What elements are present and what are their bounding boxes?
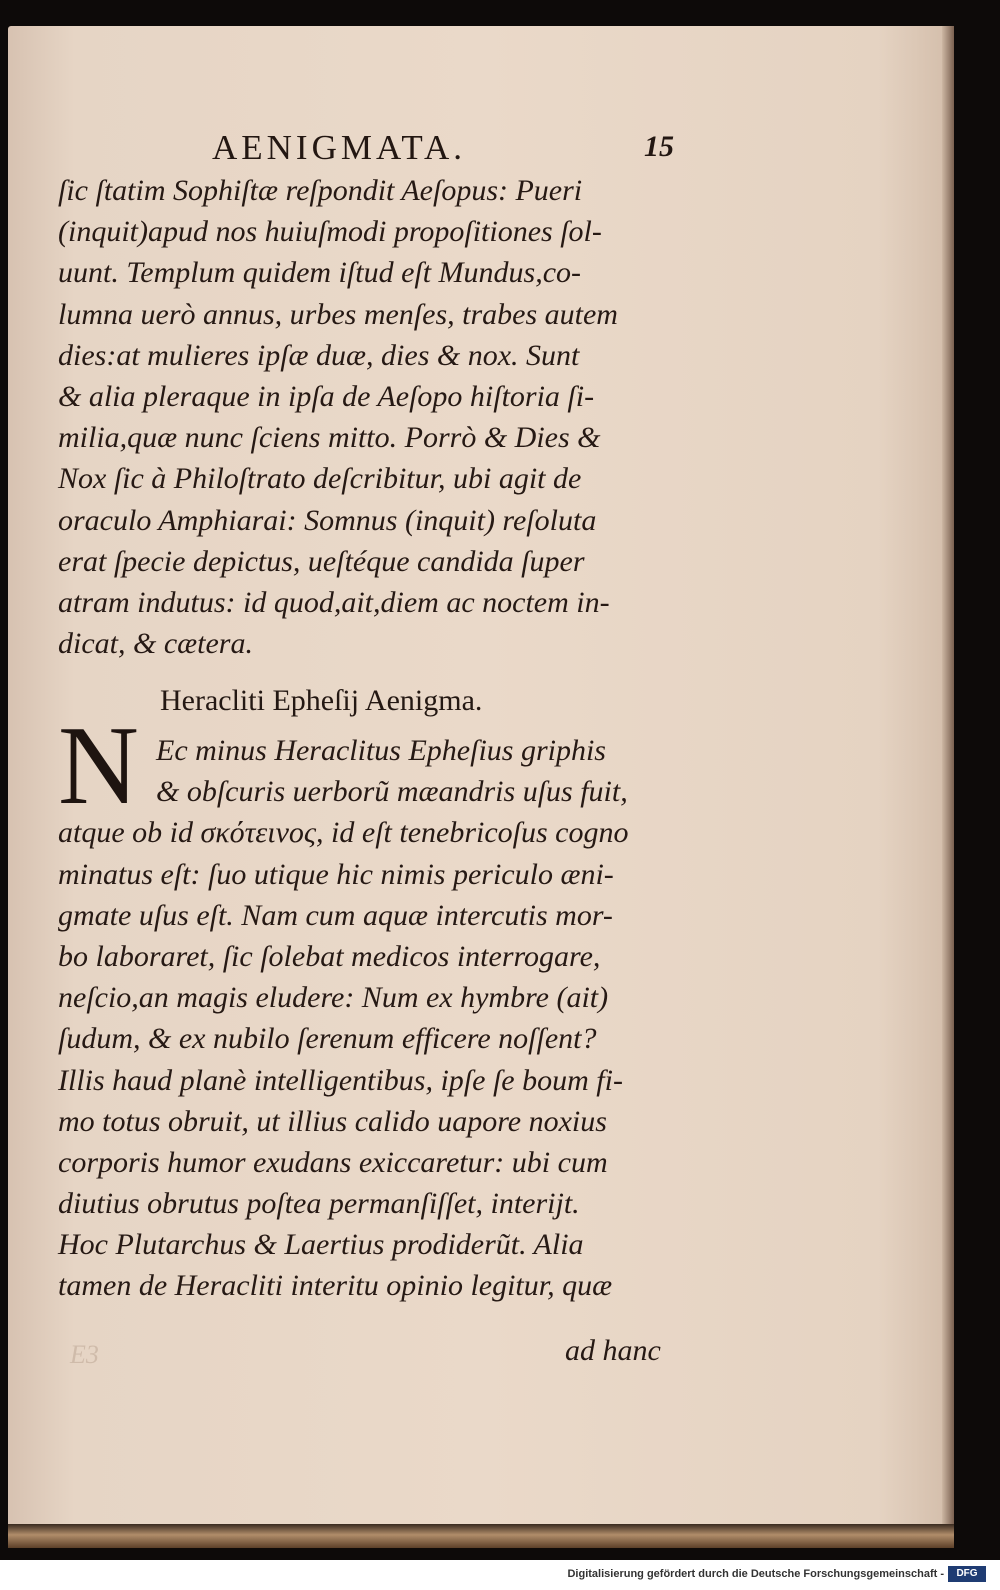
text-line: dies:at mulieres ipſæ duæ, dies & nox. Sunt [58, 338, 580, 372]
text-line: dicat, & cætera. [58, 627, 253, 661]
section-heading: Heracliti Epheſij Aenigma. [160, 684, 483, 717]
text-line: gmate uſus eſt. Nam cum aquæ intercutis mor- [58, 898, 613, 932]
body-text-top [58, 170, 678, 664]
catchword: ad hanc [565, 1334, 661, 1367]
drop-cap-initial: N [58, 704, 139, 828]
text-line: erat ſpecie depictus, ueſtéque candida ſuper [58, 544, 585, 578]
text-line: bo laboraret, ſic ſolebat medicos interrogare, [58, 939, 601, 973]
text-line: tamen de Heracliti interitu opinio legitur, quæ [58, 1269, 613, 1303]
text-line: minatus eſt: ſuo utique hic nimis periculo æni- [58, 857, 614, 891]
text-line: mo totus obruit, ut illius calido uapore noxius [58, 1104, 607, 1138]
text-line: oraculo Amphiarai: Somnus (inquit) reſoluta [58, 503, 597, 537]
text-line: uunt. Templum quidem iſtud eſt Mundus,co- [58, 256, 582, 290]
text-line: ſic ſtatim Sophiſtæ reſpondit Aeſopus: Pueri [58, 174, 583, 207]
text-line: Nox ſic à Philoſtrato deſcribitur, ubi agit de [58, 462, 582, 496]
text-line: & alia pleraque in ipſa de Aeſopo hiſtoria ſi- [58, 379, 595, 413]
page-number: 15 [644, 130, 674, 163]
text-line: corporis humor exudans exiccaretur: ubi cum [58, 1145, 608, 1179]
page-header [0, 128, 1000, 168]
text-line: Ec minus Heraclitus Epheſius griphis [156, 734, 606, 767]
text-line: & obſcuris uerborũ mæandris uſus fuit, [156, 775, 628, 809]
funding-credit: Digitalisierung gefördert durch die Deutsche Forschungsgemeinschaft - [567, 1568, 944, 1580]
text-line: atque ob id σκότεινος, id eſt tenebricoſus cogno [58, 816, 629, 850]
body-text-bottom [58, 730, 678, 1307]
dfg-logo: DFG [948, 1566, 986, 1582]
text-line: ſudum, & ex nubilo ſerenum efficere noſſent? [58, 1022, 597, 1056]
running-head: AENIGMATA. [212, 128, 466, 167]
page-edge-bottom [8, 1524, 954, 1548]
page-edge-right [942, 26, 954, 1548]
text-line: atram indutus: id quod,ait,diem ac noctem in- [58, 585, 610, 619]
text-line: Hoc Plutarchus & Laertius prodiderũt. Alia [58, 1228, 584, 1262]
text-line: milia,quæ nunc ſciens mitto. Porrò & Dies & [58, 421, 601, 455]
signature-mark: E3 [70, 1340, 99, 1369]
text-line: lumna uerò annus, urbes menſes, trabes autem [58, 297, 618, 331]
text-line: neſcio,an magis eludere: Num ex hymbre (ait) [58, 981, 609, 1015]
text-line: Illis haud planè intelligentibus, ipſe ſe boum fi- [58, 1063, 623, 1097]
text-line: (inquit)apud nos huiuſmodi propoſitiones ſol- [58, 215, 602, 249]
text-line: diutius obrutus poſtea permanſiſſet, interijt. [58, 1187, 580, 1221]
footer-bar [0, 1560, 1000, 1590]
